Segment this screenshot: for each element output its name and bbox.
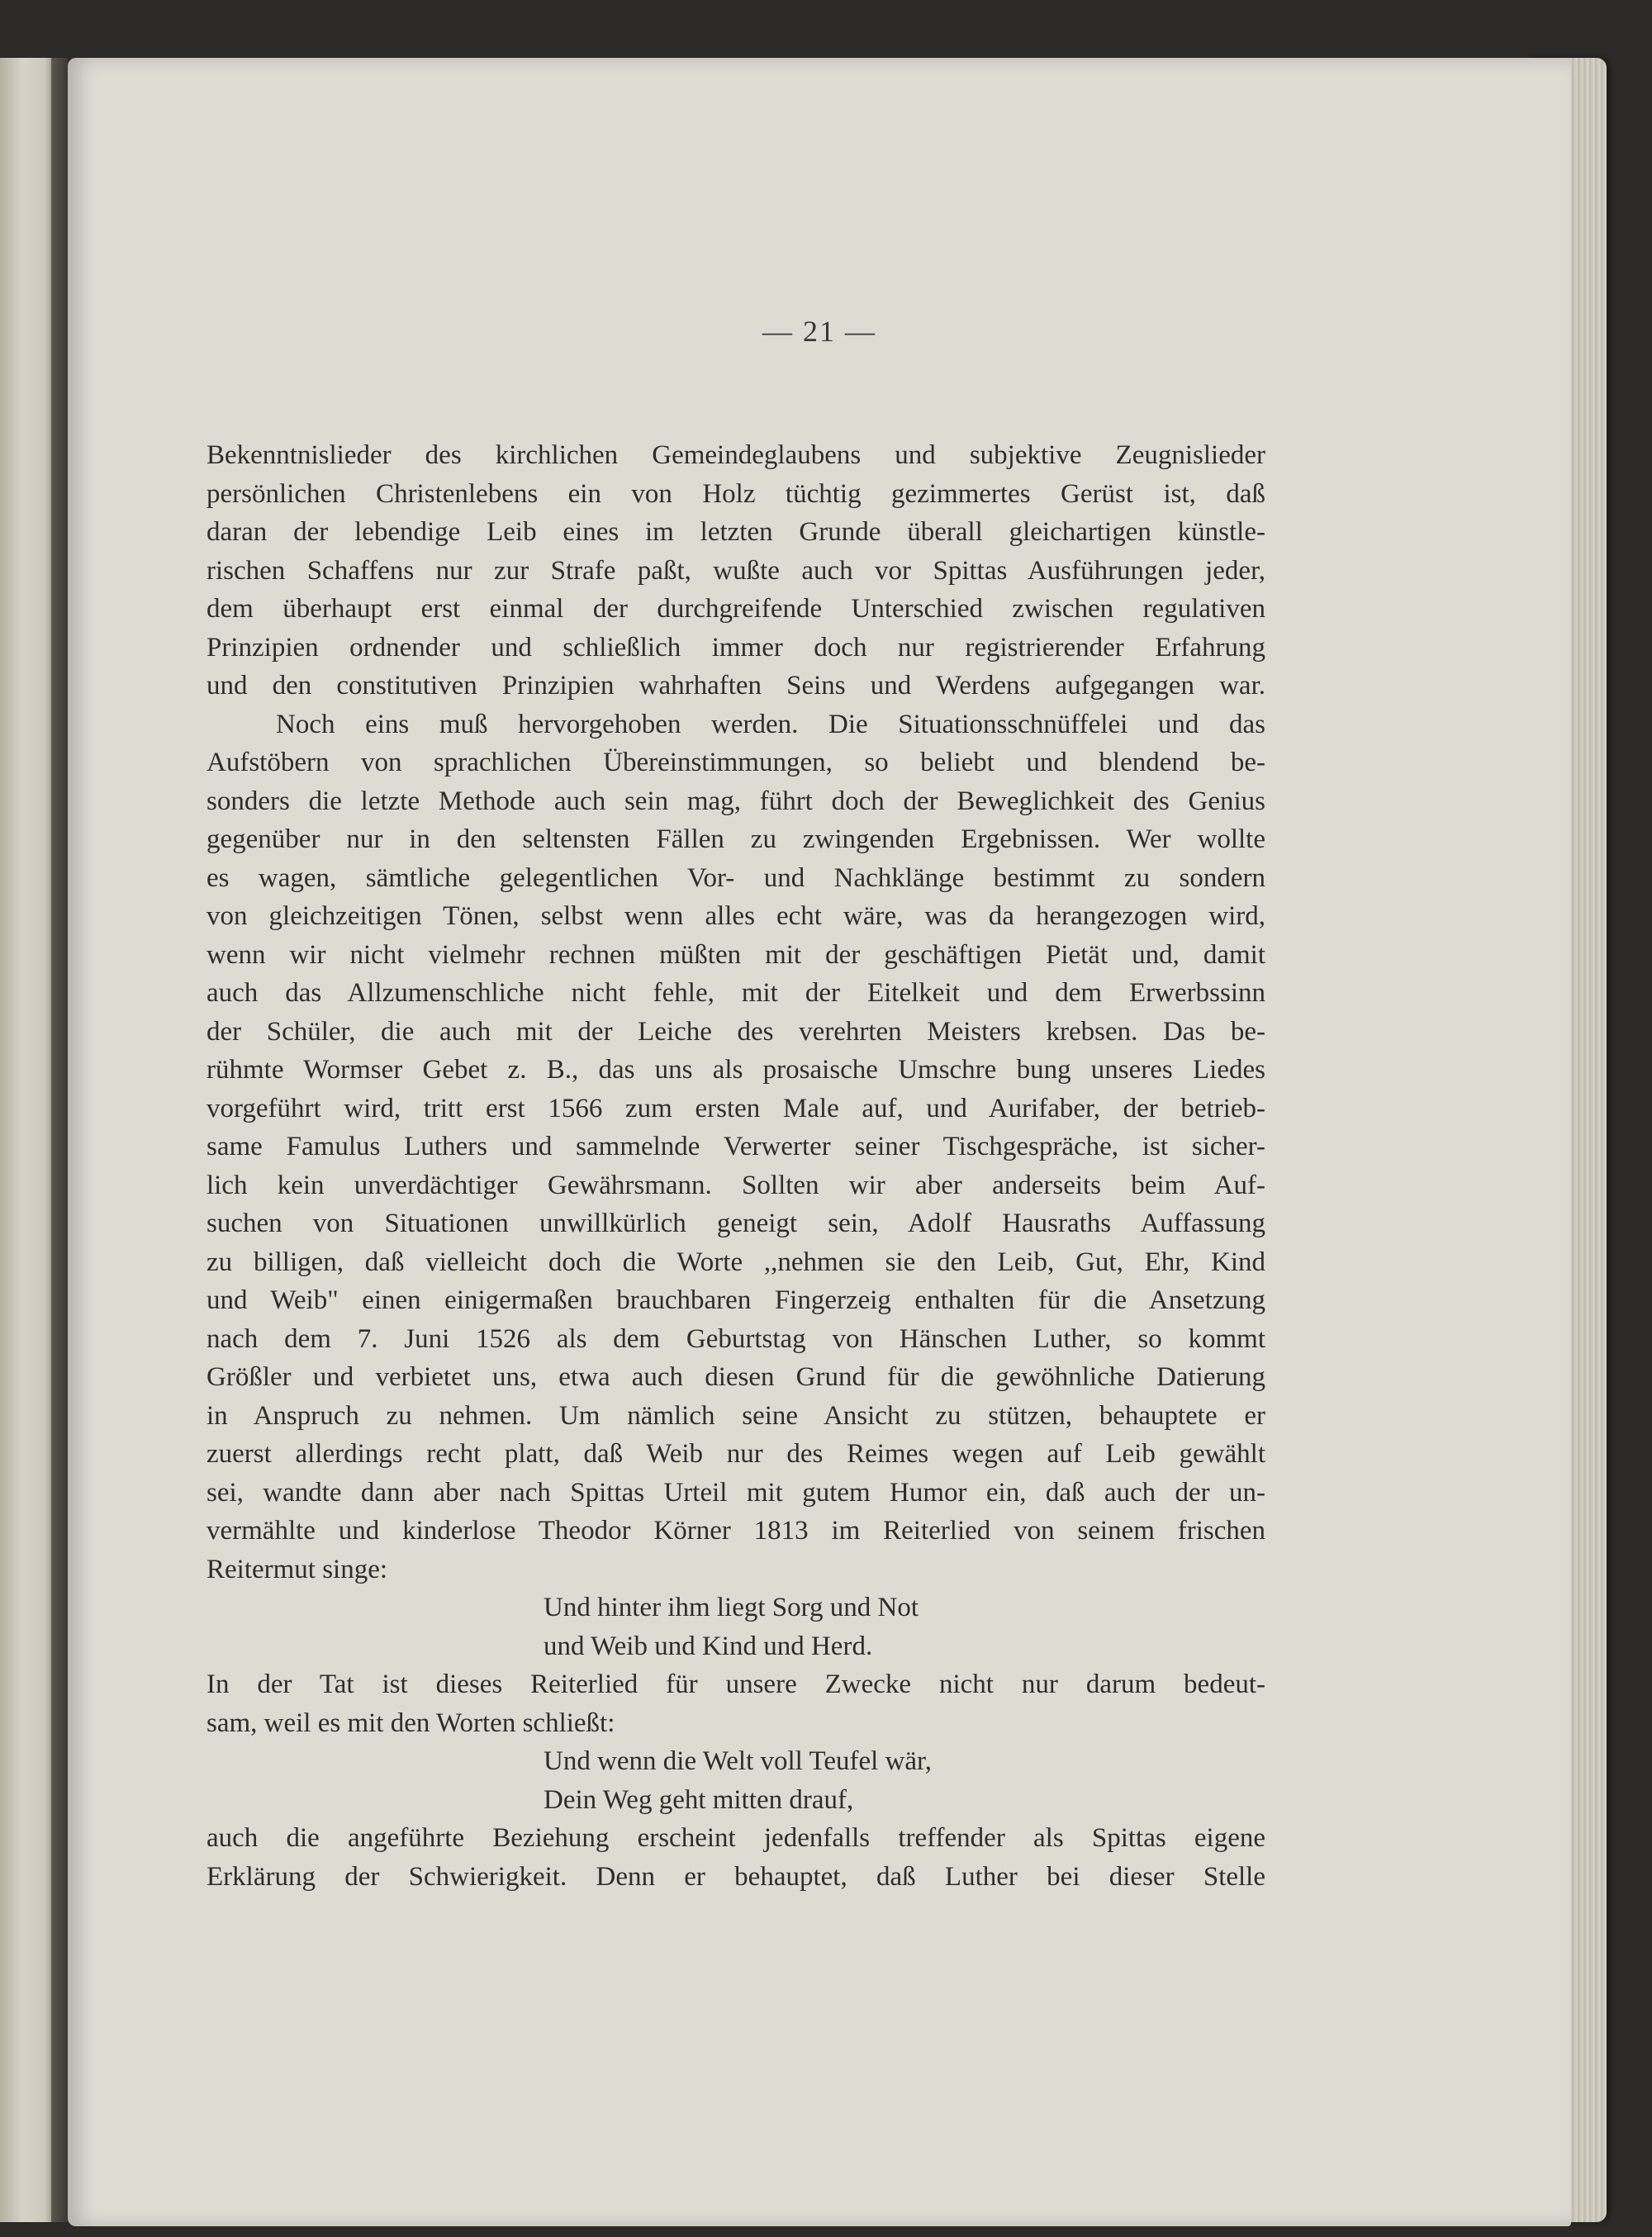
text-line: in Anspruch zu nehmen. Um nämlich seine Ansicht zu stützen, behauptete er	[206, 1400, 1265, 1431]
verse-line: Dein Weg geht mitten drauf,	[544, 1784, 854, 1815]
text-line: rischen Schaffens nur zur Strafe paßt, wußte auch vor Spittas Ausführungen jeder,	[206, 555, 1265, 586]
text-line: lich kein unverdächtiger Gewährsmann. Sollten wir aber anderseits beim Auf-	[206, 1170, 1265, 1200]
text-line: Bekenntnislieder des kirchlichen Gemeindeglaubens und subjektive Zeugnislieder	[206, 440, 1265, 470]
text-line: zu billigen, daß vielleicht doch die Worte ,,nehmen sie den Leib, Gut, Ehr, Kind	[206, 1247, 1265, 1277]
text-line: vermählte und kinderlose Theodor Körner 1813 im Reiterlied von seinem frischen	[206, 1516, 1265, 1546]
text-line: gegenüber nur in den seltensten Fällen zu zwingenden Ergebnissen. Wer wollte	[206, 824, 1265, 854]
text-line: Reitermut singe:	[206, 1554, 388, 1584]
text-line: und den constitutiven Prinzipien wahrhaften Seins und Werdens aufgegangen war.	[206, 671, 1265, 701]
text-line: Größler und verbietet uns, etwa auch diesen Grund für die gewöhnliche Datierung	[206, 1362, 1265, 1392]
text-line: dem überhaupt erst einmal der durchgreifende Unterschied zwischen regulativen	[206, 594, 1265, 624]
text-line: von gleichzeitigen Tönen, selbst wenn alles echt wäre, was da herangezogen wird,	[206, 901, 1265, 931]
text-line: zuerst allerdings recht platt, daß Weib nur des Reimes wegen auf Leib gewählt	[206, 1439, 1265, 1469]
book-page	[68, 58, 1571, 2226]
text-line: es wagen, sämtliche gelegentlichen Vor- und Nachklänge bestimmt zu sondern	[206, 862, 1265, 893]
text-line: und Weib" einen einigermaßen brauchbaren Fingerzeig enthalten für die Ansetzung	[206, 1285, 1265, 1315]
text-line: nach dem 7. Juni 1526 als dem Geburtstag von Hänschen Luther, so kommt	[206, 1323, 1265, 1354]
text-line: suchen von Situationen unwillkürlich geneigt sein, Adolf Hausraths Auffassung	[206, 1209, 1265, 1238]
body-text	[206, 436, 1265, 1896]
text-line: rühmte Wormser Gebet z. B., das uns als prosaische Umschre bung unseres Liedes	[206, 1055, 1265, 1085]
text-line: vorgeführt wird, tritt erst 1566 zum ersten Male auf, und Aurifaber, der betrieb-	[206, 1093, 1265, 1123]
text-line: Noch eins muß hervorgehoben werden. Die Situationsschnüffelei und das	[276, 709, 1265, 739]
text-line: auch die angeführte Beziehung erscheint jedenfalls treffender als Spittas eigene	[206, 1823, 1265, 1853]
text-line: persönlichen Christenlebens ein von Holz tüchtig gezimmertes Gerüst ist, daß	[206, 478, 1265, 509]
text-line: sei, wandte dann aber nach Spittas Urteil mit gutem Humor ein, daß auch der un-	[206, 1477, 1265, 1508]
left-page-edge	[0, 58, 56, 2222]
text-line: sam, weil es mit den Worten schließt:	[206, 1707, 615, 1738]
verse-line: Und hinter ihm liegt Sorg und Not	[544, 1593, 919, 1622]
text-line: In der Tat ist dieses Reiterlied für unsere Zwecke nicht nur darum bedeut-	[206, 1669, 1265, 1699]
verse-line: und Weib und Kind und Herd.	[544, 1631, 873, 1661]
text-line: der Schüler, die auch mit der Leiche des verehrten Meisters krebsen. Das be-	[206, 1016, 1265, 1047]
text-line: auch das Allzumenschliche nicht fehle, mit der Eitelkeit und dem Erwerbssinn	[206, 978, 1265, 1008]
text-line: wenn wir nicht vielmehr rechnen müßten mit der geschäftigen Pietät und, damit	[206, 939, 1265, 970]
text-line: Erklärung der Schwierigkeit. Denn er behauptet, daß Luther bei dieser Stelle	[206, 1861, 1265, 1892]
text-line: same Famulus Luthers und sammelnde Verwerter seiner Tischgespräche, ist sicher-	[206, 1132, 1265, 1161]
book-gutter	[51, 58, 68, 2222]
text-line: daran der lebendige Leib eines im letzten Grunde überall gleichartigen künstle-	[206, 517, 1265, 547]
text-line: Prinzipien ordnender und schließlich immer doch nur registrierender Erfahrung	[206, 632, 1265, 663]
verse-line: Und wenn die Welt voll Teufel wär,	[544, 1746, 932, 1776]
text-line: sonders die letzte Methode auch sein mag, führt doch der Beweglichkeit des Genius	[206, 786, 1265, 816]
text-line: Aufstöbern von sprachlichen Übereinstimmungen, so beliebt und blendend be-	[206, 748, 1265, 777]
page-number: — 21 —	[762, 315, 876, 348]
